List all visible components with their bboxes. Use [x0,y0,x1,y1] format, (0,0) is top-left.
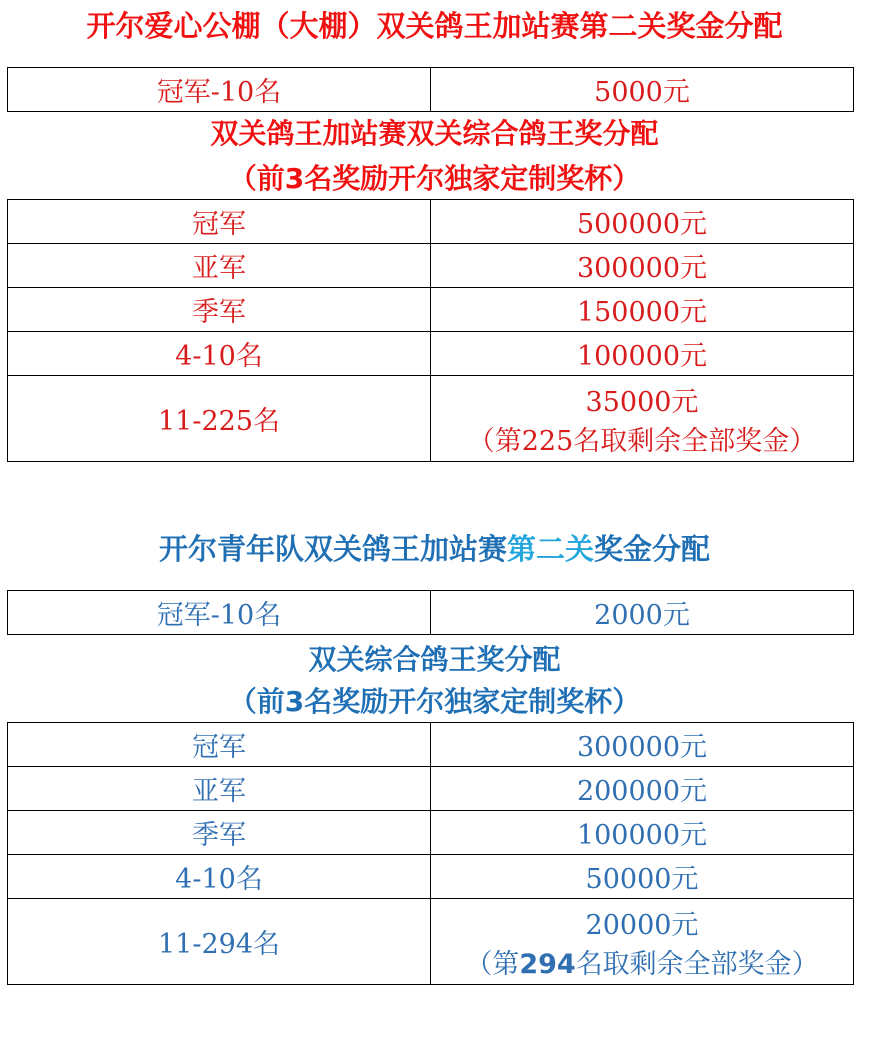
rank-cell: 亚军 [8,767,431,811]
section1-subtitle-line1: 双关鸽王加站赛双关综合鸽王奖分配 [210,117,659,150]
table-row [8,811,854,855]
prize-cell: 300000元 [431,244,854,288]
section2-title [0,529,869,569]
prize-amount: 35000元 [585,386,699,418]
prize-cell [431,899,854,985]
table-row [8,68,854,112]
table-row [8,723,854,767]
rank-cell: 11-225名 [8,376,431,462]
prize-cell: 2000元 [431,591,854,635]
prize-note [431,942,853,981]
table-row [8,200,854,244]
section1-subtitle-line2: （前3名奖励开尔独家定制奖杯） [228,162,641,195]
prize-cell: 150000元 [431,288,854,332]
note-prefix: （第 [465,948,520,980]
section2-overall-table [7,722,854,985]
prize-cell: 50000元 [431,855,854,899]
section2-title-part3: 奖金分配 [594,532,711,566]
rank-cell: 4-10名 [8,332,431,376]
table-row [8,767,854,811]
prize-cell [431,376,854,462]
rank-cell: 冠军 [8,200,431,244]
prize-cell: 5000元 [431,68,854,112]
prize-cell: 200000元 [431,767,854,811]
table-row [8,899,854,985]
rank-cell: 季军 [8,288,431,332]
table-row [8,591,854,635]
note-suffix: 名取剩余全部奖金） [575,948,819,980]
section2-title-part2: 第二关 [506,532,594,566]
prize-note: （第225名取剩余全部奖金） [467,425,817,457]
section2-stage-table [7,590,854,635]
prize-cell: 500000元 [431,200,854,244]
rank-cell: 亚军 [8,244,431,288]
section2-subtitle-line2: （前3名奖励开尔独家定制奖杯） [228,685,641,718]
section1-stage-table [7,67,854,112]
section1-overall-table [7,199,854,462]
rank-cell: 11-294名 [8,899,431,985]
section2-subtitle-line1: 双关综合鸽王奖分配 [308,643,561,676]
rank-cell: 季军 [8,811,431,855]
prize-cell: 300000元 [431,723,854,767]
table-row [8,855,854,899]
prize-amount: 20000元 [585,909,699,941]
section1-title: 开尔爱心公棚（大棚）双关鸽王加站赛第二关奖金分配 [86,9,783,43]
table-row [8,244,854,288]
table-row [8,332,854,376]
rank-cell: 4-10名 [8,855,431,899]
rank-cell: 冠军 [8,723,431,767]
note-number: 294 [519,948,576,980]
table-row [8,288,854,332]
rank-cell: 冠军-10名 [8,591,431,635]
prize-cell: 100000元 [431,811,854,855]
prize-cell: 100000元 [431,332,854,376]
section2-title-part1: 开尔青年队双关鸽王加站赛 [158,532,507,566]
rank-cell: 冠军-10名 [8,68,431,112]
table-row [8,376,854,462]
